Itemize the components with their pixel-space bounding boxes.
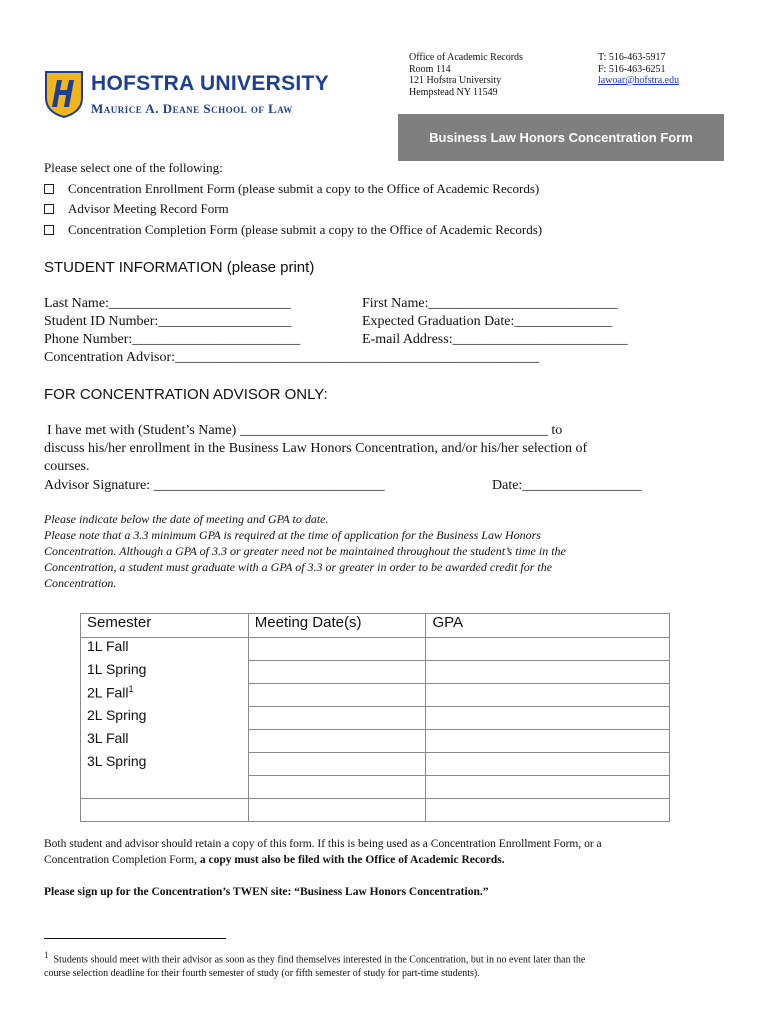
meeting-date-cell[interactable] xyxy=(248,799,426,822)
instruction-line: Concentration, a student must graduate with a GPA of 3.3 or greater in order to be awarded credit for the xyxy=(44,560,553,574)
note-emphasis: a copy must also be filed with the Office of Academic Records. xyxy=(199,854,505,866)
footnote-text: Students should meet with their advisor as soon as they find themselves interested in the Concentration, but in no event later than the xyxy=(53,954,586,966)
semester-cell[interactable] xyxy=(81,799,249,822)
advisor-only-heading: FOR CONCENTRATION ADVISOR ONLY: xyxy=(44,386,328,403)
meeting-date-cell[interactable] xyxy=(248,776,426,799)
table-row xyxy=(81,684,670,707)
advisor-field[interactable]: Concentration Advisor:____________________________________________________ xyxy=(44,350,540,365)
last-name-field[interactable]: Last Name:__________________________ xyxy=(44,296,291,311)
email-link[interactable]: lawoar@hofstra.edu xyxy=(598,75,680,86)
semester-cell: 1L Spring xyxy=(81,661,249,684)
semester-cell: 2L Fall$^1$ xyxy=(81,684,249,707)
meeting-date-cell[interactable] xyxy=(248,730,426,753)
instruction-line: Please note that a 3.3 minimum GPA is required at the time of application for the Business Law Honors xyxy=(44,528,541,542)
hofstra-logo xyxy=(44,70,329,122)
meeting-date-cell[interactable] xyxy=(248,638,426,661)
advisor-signature-field[interactable]: Advisor Signature: _________________________________ xyxy=(44,478,385,493)
instructions xyxy=(44,511,566,591)
email-field[interactable]: E-mail Address:_________________________ xyxy=(362,332,628,347)
hofstra-shield-icon xyxy=(44,70,84,118)
option-label: Advisor Meeting Record Form xyxy=(68,201,229,216)
student-info-heading: STUDENT INFORMATION (please print) xyxy=(44,259,315,276)
address-line: 121 Hofstra University xyxy=(409,75,502,86)
first-name-field[interactable]: First Name:___________________________ xyxy=(362,296,618,311)
student-name-field[interactable]: I have met with (Student’s Name) ____________________________________________ to xyxy=(47,423,563,438)
footnote-ref: 1 xyxy=(128,684,134,694)
checkbox[interactable] xyxy=(44,225,54,235)
twen-signup: Please sign up for the Concentration’s TWEN site: “Business Law Honors Concentration.” xyxy=(44,886,489,898)
meeting-date-cell[interactable] xyxy=(248,684,426,707)
table-row xyxy=(81,638,670,661)
header-semester: Semester xyxy=(81,614,249,638)
table-row xyxy=(81,730,670,753)
university-name: HOFSTRA UNIVERSITY xyxy=(91,72,329,95)
office-contact xyxy=(598,52,679,87)
option-label: Concentration Enrollment Form (please submit a copy to the Office of Academic Records) xyxy=(68,180,540,196)
note-line: Both student and advisor should retain a copy of this form. If this is being used as a Concentration Enrollment Form, or a xyxy=(44,838,602,850)
meeting-date-cell[interactable] xyxy=(248,753,426,776)
footnote xyxy=(44,948,585,981)
semester-cell: 3L Spring xyxy=(81,753,249,776)
gpa-cell[interactable] xyxy=(426,707,670,730)
table-header-row xyxy=(81,614,670,638)
table-row xyxy=(81,661,670,684)
gpa-cell[interactable] xyxy=(426,661,670,684)
table-row xyxy=(81,753,670,776)
instruction-line: Concentration. xyxy=(44,576,117,590)
option-enrollment[interactable] xyxy=(44,179,542,200)
phone-field[interactable]: Phone Number:________________________ xyxy=(44,332,301,347)
table-row xyxy=(81,707,670,730)
instruction-line: Please indicate below the date of meeting and GPA to date. xyxy=(44,512,329,526)
semester-cell: 1L Fall xyxy=(81,638,249,661)
gpa-cell[interactable] xyxy=(426,799,670,822)
gpa-cell[interactable] xyxy=(426,684,670,707)
option-label: Concentration Completion Form (please submit a copy to the Office of Academic Records) xyxy=(68,221,543,237)
form-title: Business Law Honors Concentration Form xyxy=(398,114,724,161)
table-row xyxy=(81,776,670,799)
header-gpa: GPA xyxy=(426,614,670,638)
retain-copy-note xyxy=(44,836,602,868)
selection-prompt: Please select one of the following: xyxy=(44,160,223,175)
gpa-cell[interactable] xyxy=(426,730,670,753)
gpa-cell[interactable] xyxy=(426,753,670,776)
semester-cell: 2L Spring xyxy=(81,707,249,730)
checkbox[interactable] xyxy=(44,204,54,214)
semester-cell[interactable] xyxy=(81,776,249,799)
option-completion[interactable] xyxy=(44,220,542,241)
advisor-text: discuss his/her enrollment in the Business Law Honors Concentration, and/or his/her selection of xyxy=(44,441,588,456)
semester-cell: 3L Fall xyxy=(81,730,249,753)
footnote-text: course selection deadline for their fourth semester of study (or fifth semester of study for part-time students). xyxy=(44,968,480,980)
school-name: Maurice A. Deane School of Law xyxy=(91,101,293,116)
meeting-date-cell[interactable] xyxy=(248,661,426,684)
option-advisor-meeting[interactable] xyxy=(44,199,542,220)
gpa-cell[interactable] xyxy=(426,776,670,799)
table-row xyxy=(81,799,670,822)
meeting-date-cell[interactable] xyxy=(248,707,426,730)
grad-date-field[interactable]: Expected Graduation Date:______________ xyxy=(362,314,613,329)
header-meeting-dates: Meeting Date(s) xyxy=(248,614,426,638)
address-line: Hempstead NY 11549 xyxy=(409,86,498,98)
fax-number: F: 516-463-6251 xyxy=(598,63,666,75)
instruction-line: Concentration. Although a GPA of 3.3 or greater need not be maintained throughout the student’s time in the xyxy=(44,544,566,558)
office-address xyxy=(409,52,523,98)
phone-number: T: 516-463-5917 xyxy=(598,52,666,63)
semester-table xyxy=(80,613,670,822)
address-line: Office of Academic Records xyxy=(409,52,523,63)
note-line: Concentration Completion Form, xyxy=(44,854,200,866)
footnote-divider xyxy=(44,938,226,939)
checkbox[interactable] xyxy=(44,184,54,194)
gpa-cell[interactable] xyxy=(426,638,670,661)
advisor-text: courses. xyxy=(44,459,90,474)
address-line: Room 114 xyxy=(409,63,451,75)
student-id-field[interactable]: Student ID Number:___________________ xyxy=(44,314,292,329)
form-type-selection xyxy=(44,158,542,240)
footnote-mark: 1 xyxy=(44,950,49,960)
date-field[interactable]: Date:_________________ xyxy=(492,478,642,493)
